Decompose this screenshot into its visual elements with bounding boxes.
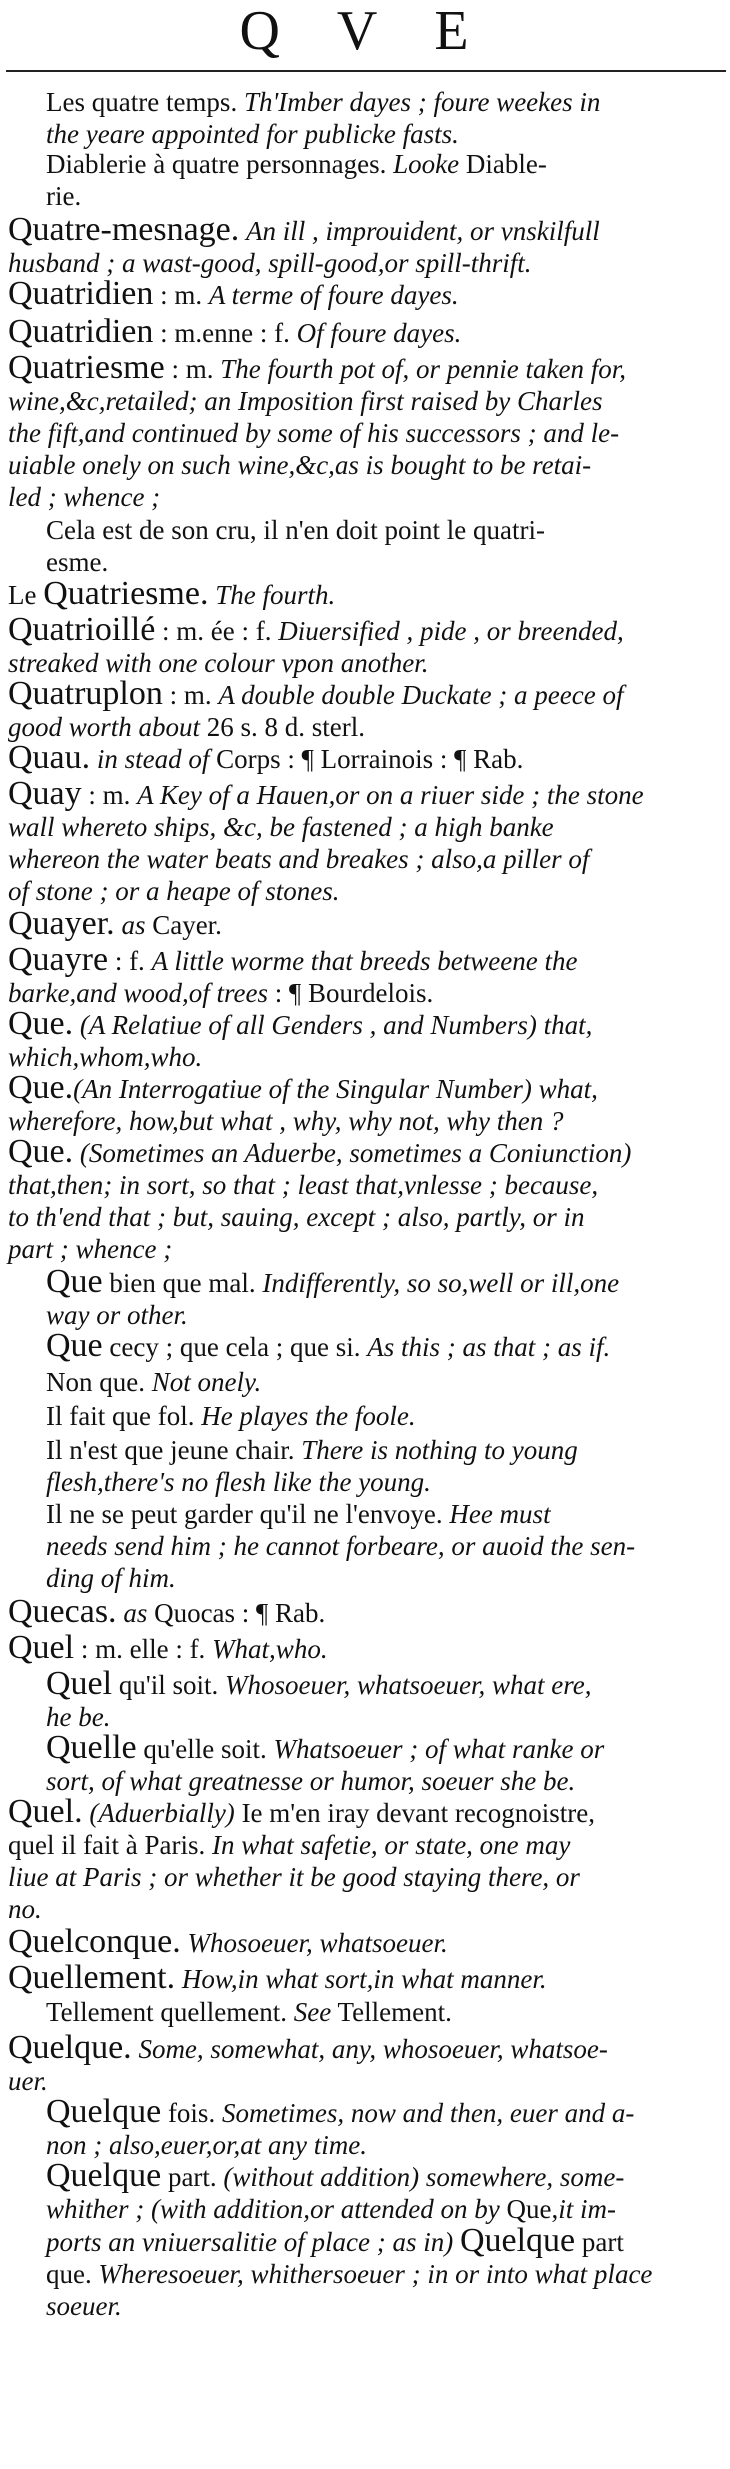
entry-line: Quecas. as Quocas : ¶ Rab.	[8, 1593, 326, 1630]
dictionary-entry	[8, 941, 578, 1009]
entry-line: Quel qu'il soit. Whosoeuer, whatsoeuer, what ere,	[46, 1665, 592, 1702]
dictionary-entry	[8, 2029, 608, 2097]
entry-line: streaked with one colour vpon another.	[8, 648, 429, 678]
entry-line: wine,&c,retailed; an Imposition first raised by Charles	[8, 386, 603, 416]
entry-line: Quel : m. elle : f. What,who.	[8, 1629, 328, 1666]
entry-line: Quau. in stead of Corps : ¶ Lorrainois : ¶ Rab.	[8, 739, 524, 776]
entry-line: Quatrioillé : m. ée : f. Diuersified , pide , or breended,	[8, 611, 624, 648]
entry-line: Que cecy ; que cela ; que si. As this ; as that ; as if.	[46, 1327, 611, 1364]
entry-line: Que. (Sometimes an Aduerbe, sometimes a Coniunction)	[8, 1133, 632, 1170]
entry-line: to th'end that ; but, sauing, except ; also, partly, or in	[8, 1202, 585, 1232]
entry-line: led ; whence ;	[8, 482, 161, 512]
entry-line: good worth about 26 s. 8 d. sterl.	[8, 712, 366, 742]
entry-line: husband ; a wast-good, spill-good,or spill-thrift.	[8, 248, 532, 278]
entry-line: Non que. Not onely.	[46, 1367, 262, 1397]
dictionary-entry	[8, 1133, 632, 1265]
entry-line: Que.(An Interrogatiue of the Singular Number) what,	[8, 1069, 598, 1106]
entry-line: Diablerie à quatre personnages. Looke Diable-	[46, 149, 547, 179]
dictionary-entry	[46, 1665, 592, 1733]
dictionary-entry	[8, 739, 524, 776]
entry-line: Quelque. Some, somewhat, any, whosoeuer, whatsoe-	[8, 2029, 608, 2066]
entry-line: liue at Paris ; or whether it be good staying there, or	[8, 1862, 580, 1892]
entry-line: part ; whence ;	[8, 1234, 173, 1264]
dictionary-entry	[46, 1434, 578, 1498]
dictionary-entry	[8, 775, 644, 907]
dictionary-entry	[8, 313, 462, 350]
dictionary-entry	[8, 1959, 547, 1996]
dictionary-entry	[46, 1263, 620, 1331]
dictionary-entry	[46, 1366, 261, 1398]
entry-line: barke,and wood,of trees : ¶ Bourdelois.	[8, 978, 434, 1008]
dictionary-entry	[8, 675, 624, 743]
entry-line: Tellement quellement. See Tellement.	[46, 1997, 452, 2027]
entry-line: Quelque part. (without addition) somewhere, some-	[46, 2157, 625, 2194]
entry-line: no.	[8, 1894, 42, 1924]
header-rule	[6, 70, 726, 72]
entry-line: Quay : m. A Key of a Hauen,or on a riuer side ; the stone	[8, 775, 644, 812]
dictionary-entry	[46, 514, 545, 578]
entry-line: Quatridien : m. A terme of foure dayes.	[8, 275, 459, 312]
dictionary-column	[0, 86, 730, 2466]
entry-line: which,whom,who.	[8, 1042, 203, 1072]
entry-line: esme.	[46, 547, 109, 577]
dictionary-entry	[46, 1996, 452, 2028]
entry-line: rie.	[46, 181, 82, 211]
entry-line: Que. (A Relatiue of all Genders , and Numbers) that,	[8, 1005, 593, 1042]
entry-line: Il n'est que jeune chair. There is nothing to young	[46, 1435, 578, 1465]
entry-line: Quellement. How,in what sort,in what manner.	[8, 1959, 547, 1996]
entry-line: of stone ; or a heape of stones.	[8, 876, 340, 906]
entry-line: ports an vniuersalitie of place ; as in) Quelque part	[46, 2222, 624, 2259]
dictionary-entry	[46, 2157, 653, 2322]
entry-line: Le Quatriesme. The fourth.	[8, 575, 336, 612]
entry-line: Il fait que fol. He playes the foole.	[46, 1401, 416, 1431]
entry-line: Il ne se peut garder qu'il ne l'envoye. Hee must	[46, 1499, 551, 1529]
dictionary-entry	[8, 1005, 593, 1073]
entry-line: whither ; (with addition,or attended on by Que,it im-	[46, 2194, 616, 2224]
dictionary-entry	[8, 905, 222, 942]
entry-line: Quatre-mesnage. An ill , improuident, or vnskilfull	[8, 211, 600, 248]
dictionary-entry	[8, 349, 626, 513]
dictionary-entry	[46, 1729, 605, 1797]
dictionary-entry	[46, 148, 547, 212]
entry-line: wall whereto ships, &c, be fastened ; a high banke	[8, 812, 554, 842]
entry-line: flesh,there's no flesh like the young.	[46, 1467, 431, 1497]
dictionary-entry	[46, 2093, 635, 2161]
entry-line: Quayer. as Cayer.	[8, 905, 222, 942]
dictionary-entry	[46, 1498, 635, 1594]
entry-line: wherefore, how,but what , why, why not, why then ?	[8, 1106, 564, 1136]
entry-line: Quatridien : m.enne : f. Of foure dayes.	[8, 313, 462, 350]
entry-line: que. Wheresoeuer, whithersoeuer ; in or into what place	[46, 2259, 653, 2289]
page-header	[0, 0, 730, 70]
dictionary-entry	[8, 211, 600, 279]
entry-line: needs send him ; he cannot forbeare, or auoid the sen-	[46, 1531, 636, 1561]
entry-line: Quatruplon : m. A double double Duckate ; a peece of	[8, 675, 624, 712]
entry-line: soeuer.	[46, 2291, 122, 2321]
entry-line: quel il fait à Paris. In what safetie, or state, one may	[8, 1830, 571, 1860]
entry-line: Quatriesme : m. The fourth pot of, or pennie taken for,	[8, 349, 626, 386]
entry-line: uer.	[8, 2066, 48, 2096]
dictionary-entry	[8, 575, 336, 612]
dictionary-entry	[8, 611, 624, 679]
entry-line: Cela est de son cru, il n'en doit point le quatri-	[46, 515, 545, 545]
entry-line: Les quatre temps. Th'Imber dayes ; foure weekes in	[46, 87, 601, 117]
dictionary-entry	[46, 1327, 611, 1364]
dictionary-entry	[8, 1629, 328, 1666]
entry-line: Que bien que mal. Indifferently, so so,well or ill,one	[46, 1263, 620, 1300]
entry-line: Quayre : f. A little worme that breeds betweene the	[8, 941, 578, 978]
dictionary-entry	[46, 86, 600, 150]
entry-line: Quelle qu'elle soit. Whatsoeuer ; of what ranke or	[46, 1729, 605, 1766]
entry-line: that,then; in sort, so that ; least that,vnlesse ; because,	[8, 1170, 599, 1200]
dictionary-entry	[8, 1793, 596, 1925]
entry-line: whereon the water beats and breakes ; also,a piller of	[8, 844, 590, 874]
entry-line: the fift,and continued by some of his successors ; and le-	[8, 418, 620, 448]
dictionary-entry	[8, 1593, 326, 1630]
entry-line: he be.	[46, 1702, 111, 1732]
dictionary-entry	[8, 1069, 598, 1137]
dictionary-entry	[46, 1400, 416, 1432]
dictionary-entry	[8, 1923, 448, 1960]
running-head: Q V E	[239, 0, 491, 62]
entry-line: Quelconque. Whosoeuer, whatsoeuer.	[8, 1923, 448, 1960]
entry-line: Quel. (Aduerbially) Ie m'en iray devant recognoistre,	[8, 1793, 596, 1830]
entry-line: ding of him.	[46, 1563, 176, 1593]
entry-line: uiable onely on such wine,&c,as is bought to be retai-	[8, 450, 592, 480]
dictionary-entry	[8, 275, 459, 312]
entry-line: sort, of what greatnesse or humor, soeuer she be.	[46, 1766, 576, 1796]
entry-line: Quelque fois. Sometimes, now and then, euer and a-	[46, 2093, 635, 2130]
entry-line: way or other.	[46, 1300, 188, 1330]
entry-line: non ; also,euer,or,at any time.	[46, 2130, 367, 2160]
entry-line: the yeare appointed for publicke fasts.	[46, 119, 459, 149]
